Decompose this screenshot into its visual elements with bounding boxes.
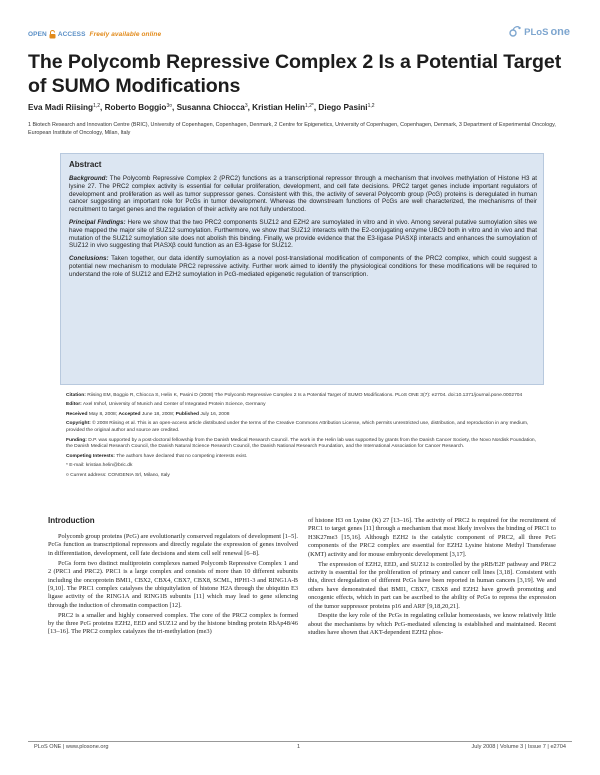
author-affiliation-sup: 3 bbox=[244, 103, 248, 109]
email: * E-mail: kristian.helin@bric.dk bbox=[66, 463, 133, 469]
footer-journal: PLoS ONE | www.plosone.org bbox=[34, 744, 109, 750]
abstract-box bbox=[60, 153, 544, 385]
paragraph: Despite the key role of the PcGs in regulating cellular homeostasis, we know relatively little about the mechanisms by which PcG-mediated silencing is established and maintained. Recent studies have shown that AKT-dependent EZH2 phos- bbox=[308, 612, 556, 637]
affiliations: 1 Biotech Research and Innovation Centre (BRIC), University of Copenhagen, Copenhagen, Denmark, 2 Centre for Epigenetics, University of Copenhagen, Copenhagen, Denmark, 3 Department of Experimental Oncology, European Institute of Oncology, Milan, Italy bbox=[28, 122, 556, 136]
open-access-banner bbox=[28, 28, 161, 40]
abstract-conclusions bbox=[69, 255, 537, 278]
footer-divider bbox=[28, 741, 572, 742]
author-name: Roberto Boggio bbox=[104, 103, 167, 112]
copyright-label: Copyright: bbox=[66, 421, 91, 427]
copyright bbox=[66, 421, 538, 435]
received-date: May 8, 2008; bbox=[88, 411, 118, 417]
page-number: 1 bbox=[297, 744, 301, 750]
plos-logo-icon bbox=[508, 26, 522, 38]
paragraph: of histone H3 on Lysine (K) 27 [13–16]. The activity of PRC2 is required for the recruitment of PRC1 to target genes [11] through a mechanism that most likely involves the binding of PRC1 to H3K27me3 [15,16]. Although EZH2 is the catalytic component of PRC2, all three PcG components of the PRC2 complex are essential for EZH2 Lysine histone Methyl Transferase (KMT) activity and for mouse embryonic development [3,17]. bbox=[308, 517, 556, 558]
abstract-findings bbox=[69, 219, 537, 250]
section-text: Here we show that the two PRC2 components SUZ12 and EZH2 are sumoylated in vitro and in vivo. Among several putative sumoylation sites we have mapped the major site of SUZ12 sumoylation. Furthermore, we show that SUZ12 interacts with the E2-conjugating enzyme UBC9 both in vitro and in vivo and that mutation of the SUZ12 sumoylation site does not abolish this binding. Finally, we provide evidence that the E3-ligase PIASXβ interacts and enhances the sumoylation of SUZ12 in vivo suggesting that PIASXβ could function as an E3-ligase for SUZ12. bbox=[69, 218, 537, 250]
competing-text: The authors have declared that no competing interests exist. bbox=[116, 453, 248, 459]
editor-text: Axel Imhof, University of Munich and Center of Integrated Protein Science, Germany bbox=[82, 402, 266, 408]
access-label: ACCESS bbox=[57, 30, 86, 38]
accepted-date: June 18, 2008; bbox=[141, 411, 175, 417]
introduction-heading: Introduction bbox=[48, 516, 95, 525]
author-list: Eva Madi Riising$^{1,2}$, Roberto Boggio$^{3¤}$, Susanna Chiocca$^3$, Kristian Helin$^{1,2*}$, Diego Pasini$^{1,2}$ bbox=[28, 103, 375, 112]
author-affiliation-sup: 3¤ bbox=[166, 103, 172, 109]
paragraph: Polycomb group proteins (PcG) are evolutionarily conserved regulators of development [1–5]. PcGs function as transcriptional repressors and directly regulate the expression of genes involved in differentiation, development, cell fate decisions and stem cell self renewal [6–8]. bbox=[48, 533, 298, 557]
editor bbox=[66, 402, 538, 409]
section-label: Conclusions: bbox=[69, 255, 109, 263]
freely-available-label: Freely available online bbox=[89, 30, 162, 38]
received-label: Received bbox=[66, 411, 88, 417]
section-text: The Polycomb Repressive Complex 2 (PRC2) functions as a transcriptional repressor through a mechanism that involves methylation of Histone H3 at lysine 27. The PRC2 complex activity is essential for cellular proliferation, development, and cell fate decisions. PRC2 target genes include important regulators of development and proliferation as well as tumor suppressor genes. Consistent with this, the activity of several Polycomb group (PcG) proteins is deregulated in human cancer suggesting an important role for PcGs in tumor development. Whereas the downstream functions of PcGs are well characterized, the mechanisms of their recruitment to target genes and the regulation of their activity are not fully understood. bbox=[69, 175, 537, 214]
body-column-right bbox=[308, 517, 556, 639]
open-label: OPEN bbox=[28, 30, 47, 38]
copyright-text: © 2008 Riising et al. This is an open-access article distributed under the terms of the Creative Commons Attribution License, which permits unrestricted use, distribution, and reproduction in any medium, provided the original author and source are credited. bbox=[66, 421, 529, 434]
accepted-label: Accepted bbox=[118, 411, 141, 417]
section-text: Taken together, our data identify sumoylation as a novel post-translational modification of components of the PRC2 complex, which could suggest a potential new mechanism to modulate PRC2 repressive activity. Further work aimed to identify the physiological conditions for these modifications will be required to understand the role of SUZ12 and EZH2 sumoylation in PcG-mediated epigenetic regulation of transcription. bbox=[69, 255, 537, 278]
author-affiliation-sup: 1,2 bbox=[367, 103, 375, 109]
competing-label: Competing Interests: bbox=[66, 453, 115, 459]
abstract-background bbox=[69, 175, 537, 214]
funding-text: D.P. was supported by a post-doctoral fellowship from the Danish Medical Research Council. The work in the Helin lab was supported by grants from the Danish Cancer Society, the Novo Nordisk Foundation, the Danish Medical Research Council, the Danish Natural Science Research Council, the Danish National Research Foundation, and the International Association for Cancer Research. bbox=[66, 437, 536, 450]
current-address: ¤ Current address: CONGENIA Srl, Milano, Italy bbox=[66, 472, 170, 478]
author-name: Eva Madi Riising bbox=[28, 103, 94, 112]
published-label: Published bbox=[175, 411, 199, 417]
dates bbox=[66, 412, 538, 419]
logo-one-text: one bbox=[550, 26, 570, 38]
footer-issue: July 2008 | Volume 3 | Issue 7 | e2704 bbox=[471, 744, 566, 750]
author-name: Kristian Helin bbox=[252, 103, 305, 112]
citation-label: Citation: bbox=[66, 393, 86, 398]
section-label: Background: bbox=[69, 175, 108, 182]
author-name: Diego Pasini bbox=[318, 103, 368, 112]
plos-one-logo bbox=[508, 26, 570, 38]
author-name: Susanna Chiocca bbox=[176, 103, 245, 112]
citation bbox=[66, 393, 538, 400]
published-date: July 16, 2008 bbox=[200, 411, 230, 417]
logo-plos-text: PLoS bbox=[524, 26, 549, 38]
open-lock-icon bbox=[49, 30, 56, 39]
competing-interests bbox=[66, 454, 538, 461]
author-affiliation-sup: 1,2 bbox=[93, 103, 101, 109]
paragraph: PRC2 is a smaller and highly conserved complex. The core of the PRC2 complex is formed by the three PcG proteins EZH2, EED and SUZ12 and by the histone binding protein RbAp48/46 [13–16]. The PRC2 complex catalyzes the tri-methylation (me3) bbox=[48, 611, 298, 636]
paragraph: PcGs form two distinct multiprotein complexes named Polycomb Repressive Complex 1 and 2 (PRC1 and PRC2). PRC1 is a large complex and consists of more than 10 different subunits including the oncoprotein BMI1, CBX2, CBX4, CBX7, CBX8, SCML, HPH1-3 and RING1A-B [9,10]. The PRC1 complex catalyses the ubiquitylation of histone H2A through the ubiquitin E3 ligase activity of the RING1A and RING1B subunits [11] which may lead to gene silencing through the induction of chromatin compaction [12]. bbox=[48, 559, 298, 609]
author-affiliation-sup: 1,2* bbox=[304, 103, 314, 109]
article-title: The Polycomb Repressive Complex 2 Is a Potential Target of SUMO Modifications bbox=[28, 51, 562, 97]
funding-label: Funding: bbox=[66, 437, 87, 443]
paragraph: The expression of EZH2, EED, and SUZ12 is controlled by the pRB/E2F pathway and PRC2 activity is essential for the proliferation of primary and cancer cell lines [3,18]. Consistent with this, direct deregulation of different PcGs have been reported in human cancers [3,19]. We and others have demonstrated that BMI1, CBX7, CBX8 and EZH2 have growth promoting and oncogenic effects, which in part can be ascribed to the ability of PcGs to repress the expression of the tumor suppressor proteins p16 and ARF [9,18,20,21]. bbox=[308, 560, 556, 610]
citation-text: Riising EM, Boggio R, Chiocca S, Helin K, Pasini D (2008) The Polycomb Repressive Complex 2 Is a Potential Target of SUMO Modifications. PLoS ONE 3(7): e2704. doi:10.1371/journal.pone.0002704 bbox=[87, 393, 523, 398]
article-metadata bbox=[66, 393, 538, 482]
body-column-left bbox=[48, 533, 298, 638]
editor-label: Editor: bbox=[66, 402, 82, 408]
section-label: Principal Findings: bbox=[69, 218, 126, 226]
abstract-heading: Abstract bbox=[69, 160, 102, 169]
funding bbox=[66, 438, 538, 452]
